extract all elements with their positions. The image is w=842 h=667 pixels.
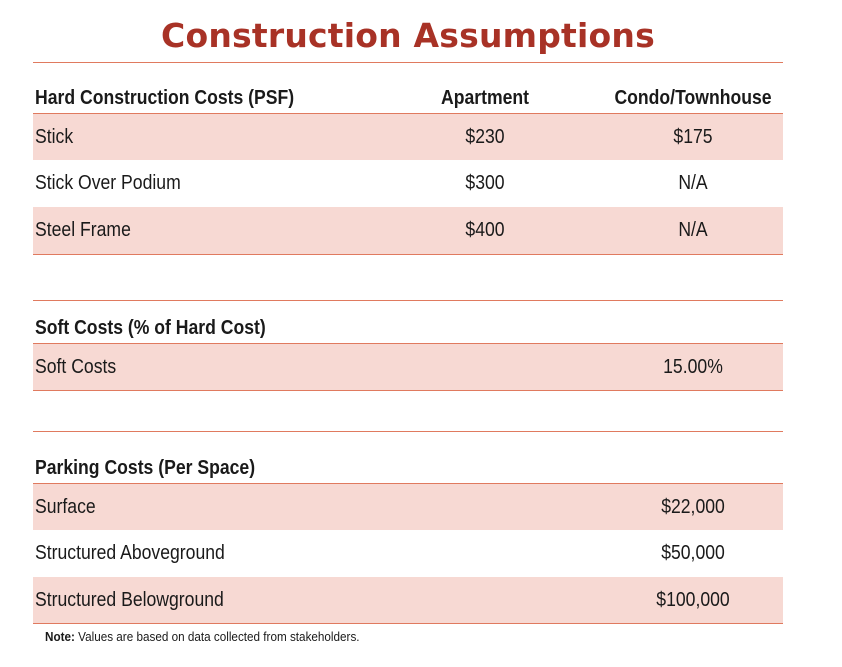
- row-label: Steel Frame: [35, 219, 131, 241]
- footnote-prefix: Note:: [45, 629, 75, 644]
- soft-costs-header-row: [33, 312, 783, 344]
- table-row: Stick Over Podium $300 N/A: [33, 160, 783, 207]
- soft-costs-header: Soft Costs (% of Hard Cost): [35, 316, 266, 339]
- hard-costs-header-row: Hard Construction Costs (PSF) Apartment Condo/Townhouse: [33, 82, 783, 114]
- divider: [33, 623, 783, 624]
- footnote-text: Values are based on data collected from stakeholders.: [74, 629, 360, 644]
- divider: [33, 254, 783, 255]
- title-divider: [33, 62, 783, 63]
- row-label: Surface: [35, 495, 96, 518]
- parking-costs-header-row: [33, 452, 783, 484]
- row-label: Structured Belowground: [35, 588, 224, 611]
- row-label: Stick: [35, 125, 74, 148]
- table-row: Steel Frame $400 N/A: [33, 207, 783, 254]
- hard-costs-header: Hard Construction Costs (PSF): [35, 86, 295, 109]
- section-divider: [33, 431, 783, 432]
- parking-costs-header: Parking Costs (Per Space): [35, 456, 256, 479]
- row-label: Soft Costs: [35, 355, 117, 378]
- row-label: Structured Aboveground: [35, 542, 225, 564]
- page-title: Construction Assumptions: [161, 16, 655, 55]
- table-row: Structured Belowground $100,000: [33, 577, 783, 623]
- footnote: [45, 629, 360, 644]
- table-row: Stick $230 $175: [33, 114, 783, 160]
- table-row: Soft Costs 15.00%: [33, 344, 783, 390]
- table-row: Structured Aboveground $50,000: [33, 530, 783, 577]
- row-label: Stick Over Podium: [35, 172, 181, 194]
- table-row: Surface $22,000: [33, 484, 783, 530]
- section-divider: [33, 300, 783, 301]
- divider: [33, 390, 783, 391]
